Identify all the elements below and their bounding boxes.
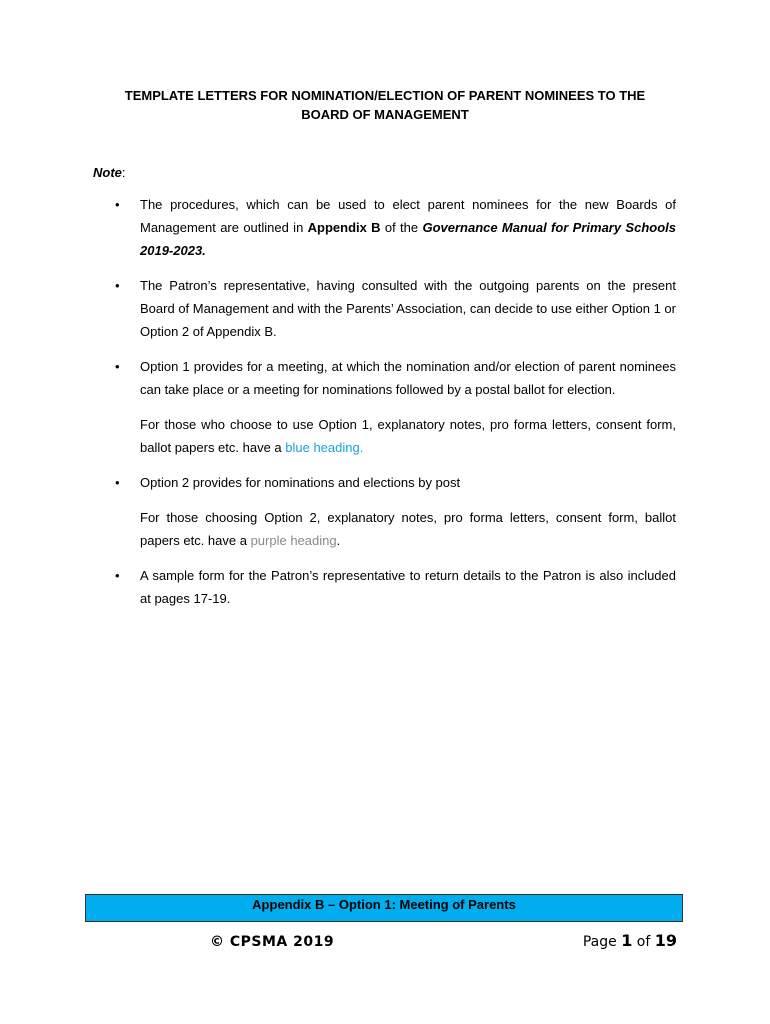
note-list [93, 193, 676, 622]
appendix-b-bold: Appendix B [307, 220, 381, 235]
item-paragraph: A sample form for the Patron’s representative to return details to the Patron is also included at pages 17-19. [140, 568, 676, 606]
title-line-2: BOARD OF MANAGEMENT [301, 107, 469, 122]
bullet-icon: • [115, 359, 120, 374]
page-total: 19 [654, 931, 677, 950]
item-text: of the [380, 220, 423, 235]
note-heading [93, 164, 126, 182]
note-label: Note [93, 165, 122, 180]
note-colon: : [121, 165, 126, 180]
item-paragraph [140, 193, 676, 262]
item-paragraph: Option 2 provides for nominations and elections by post [140, 475, 461, 490]
bullet-icon: • [115, 475, 120, 490]
item-text: . [336, 533, 341, 548]
document-title [90, 86, 680, 124]
item-subparagraph [140, 506, 676, 552]
list-item [93, 274, 676, 343]
item-subparagraph [140, 413, 676, 459]
item-text: For those who choose to use Option 1, explanatory notes, pro forma letters, consent form, ballot papers etc. have a [140, 417, 676, 455]
item-text: For those choosing Option 2, explanatory notes, pro forma letters, consent form, ballot papers etc. have a [140, 510, 676, 548]
list-item [93, 355, 676, 459]
bullet-icon: • [115, 278, 120, 293]
page-word: Page [582, 934, 617, 950]
purple-heading-text: purple heading [250, 533, 337, 548]
copyright-notice: © CPSMA 2019 [210, 934, 335, 950]
footer-section-bar [85, 894, 683, 922]
list-item [93, 564, 676, 610]
item-paragraph: The Patron’s representative, having consulted with the outgoing parents on the present Board of Management and with the Parents’ Association, can decide to use either Option 1 or Option 2 of Appendix B. [140, 278, 676, 339]
item-paragraph: Option 1 provides for a meeting, at which the nomination and/or election of parent nominees can take place or a meeting for nominations followed by a postal ballot for election. [140, 359, 676, 397]
bullet-icon: • [115, 197, 120, 212]
page-of: of [636, 934, 651, 950]
governance-manual-title: Governance Manual for Primary Schools 2019-2023. [140, 220, 676, 258]
page-current: 1 [621, 931, 633, 950]
footer-section-title: Appendix B – Option 1: Meeting of Parents [252, 897, 516, 912]
page-number [583, 931, 677, 952]
bullet-icon: • [115, 568, 120, 583]
title-line-1: TEMPLATE LETTERS FOR NOMINATION/ELECTION OF PARENT NOMINEES TO THE [124, 88, 646, 103]
item-text: The procedures, which can be used to elect parent nominees for the new Boards of Management are outlined in [140, 197, 676, 235]
list-item [93, 471, 676, 552]
list-item [93, 193, 676, 262]
blue-heading-text: blue heading. [285, 440, 364, 455]
